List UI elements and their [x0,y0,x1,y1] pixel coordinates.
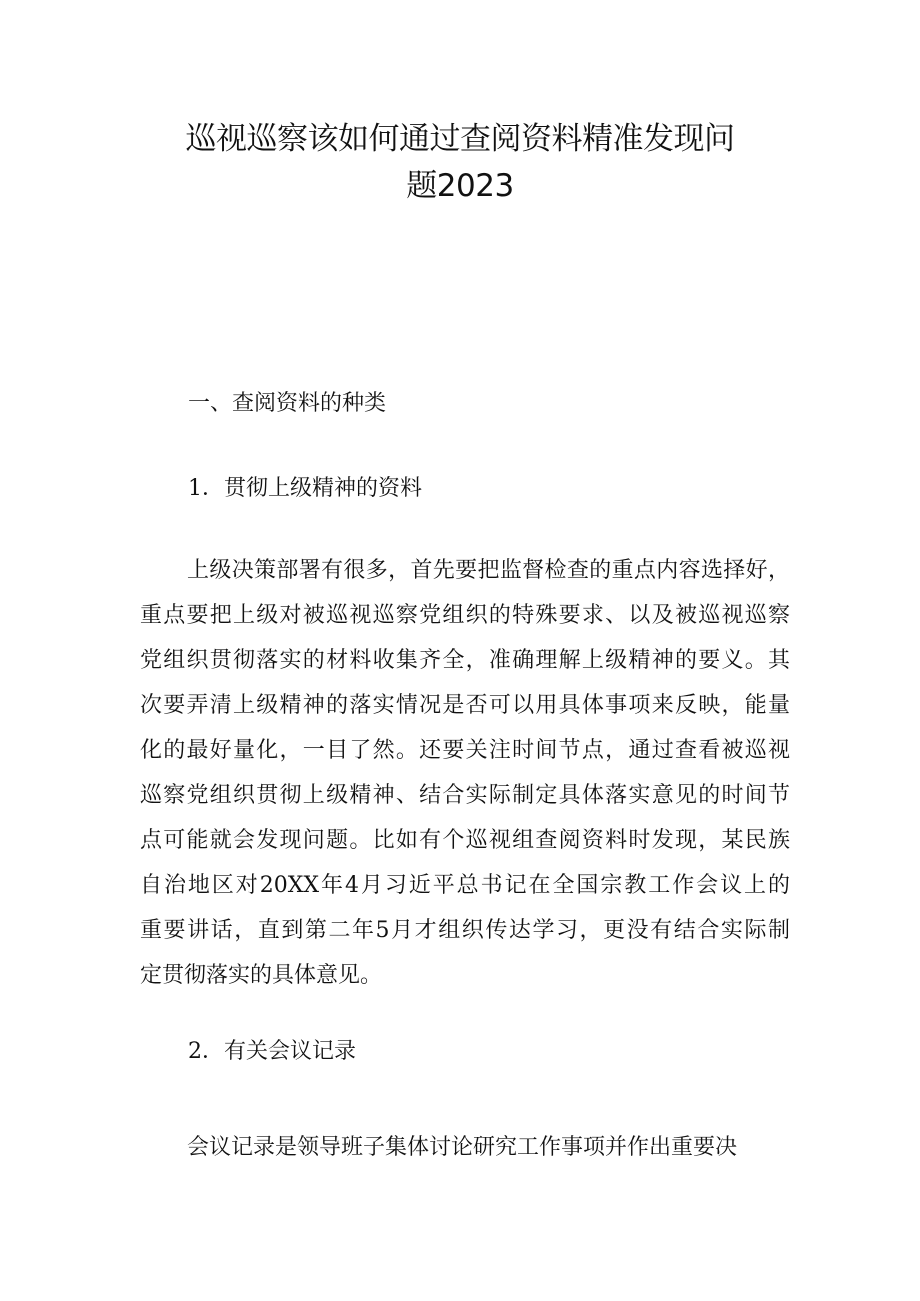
document-title-line-2: 题2023 [406,168,514,204]
paragraph-line: 点可能就会发现问题。比如有个巡视组查阅资料时发现，某民族 [140,828,790,853]
document-title-line-1: 巡视巡察该如何通过查阅资料精准发现问 [185,121,735,157]
item-heading-1: 1．贯彻上级精神的资料 [188,476,422,501]
paragraph-line: 重点要把上级对被巡视巡察党组织的特殊要求、以及被巡视巡察 [140,603,790,628]
item-heading-2: 2．有关会议记录 [188,1039,356,1064]
paragraph-line: 次要弄清上级精神的落实情况是否可以用具体事项来反映，能量 [140,693,790,718]
paragraph-line: 上级决策部署有很多，首先要把监督检查的重点内容选择好， [187,558,790,583]
paragraph-line: 重要讲话，直到第二年5月才组织传达学习，更没有结合实际制 [140,918,790,943]
paragraph-line: 巡察党组织贯彻上级精神、结合实际制定具体落实意见的时间节 [140,783,790,808]
body-paragraph-2 [140,1125,790,1170]
paragraph-line: 党组织贯彻落实的材料收集齐全，准确理解上级精神的要义。其 [140,648,790,673]
section-heading-1: 一、查阅资料的种类 [188,391,387,416]
paragraph-line: 定贯彻落实的具体意见。 [140,963,383,988]
paragraph-line: 化的最好量化，一目了然。还要关注时间节点，通过查看被巡视 [140,738,790,763]
paragraph-line: 会议记录是领导班子集体讨论研究工作事项并作出重要决 [187,1135,738,1160]
paragraph-line: 自治地区对20XX年4月习近平总书记在全国宗教工作会议上的 [140,873,790,898]
body-paragraph-1 [140,548,790,998]
